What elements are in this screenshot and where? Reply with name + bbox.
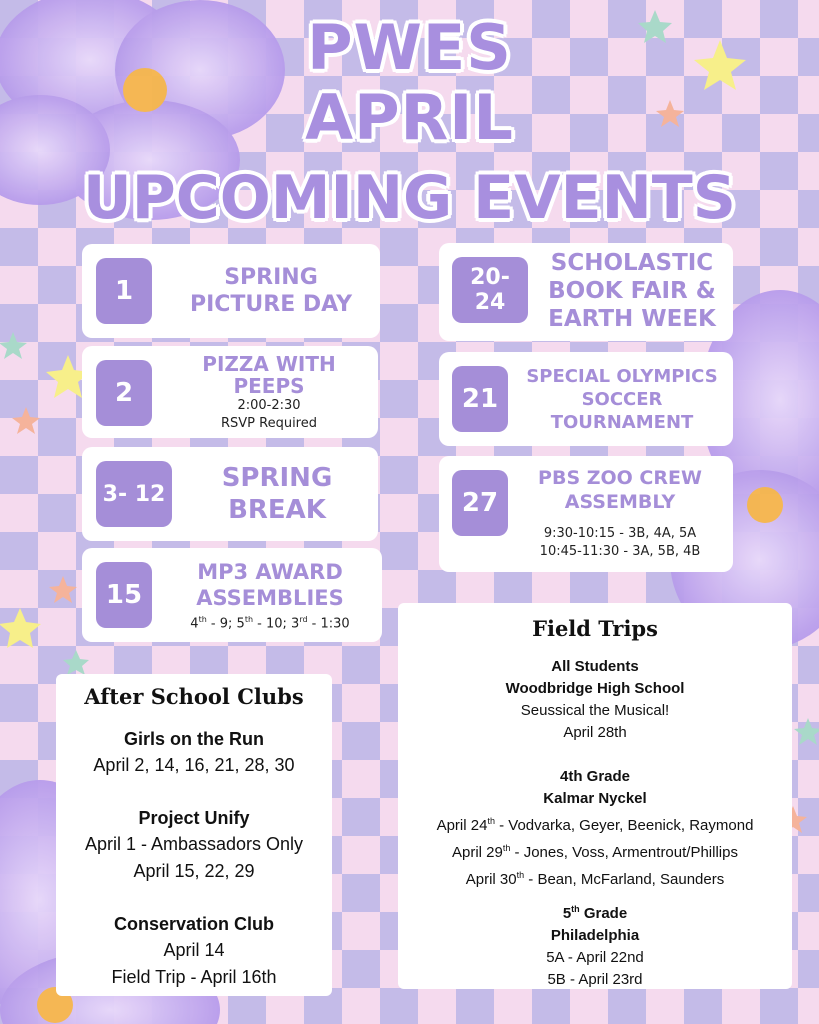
field-trip-5th-grade: 5th Grade Philadelphia 5A - April 22nd 5B - April 23rd xyxy=(546,904,644,988)
event-day-badge: 2 xyxy=(96,360,152,426)
field-trip-4th-grade: 4th Grade Kalmar Nyckel April 24th - Vodvarka, Geyer, Beenick, Raymond April 29th - Jones, Voss, Armentrout/Phillips April 30th - Bean, McFarland, Saunders xyxy=(398,766,792,891)
club-girls-on-the-run: Girls on the Run April 2, 14, 16, 21, 28, 30 xyxy=(93,729,295,775)
field-trips-heading: Field Trips xyxy=(532,616,658,641)
field-trip-all-students: All Students Woodbridge High School Seussical the Musical! April 28th xyxy=(505,658,685,741)
event-card-picture-day xyxy=(82,244,380,338)
event-day-badge: 3- 12 xyxy=(96,461,172,527)
event-card-book-fair xyxy=(439,243,733,341)
club-conservation: Conservation Club April 14 Field Trip - April 16th xyxy=(111,914,277,987)
after-school-clubs-panel xyxy=(56,674,332,996)
event-title: PIZZA WITH PEEPS 2:00-2:30 RSVP Required xyxy=(202,352,336,431)
event-day-badge: 1 xyxy=(96,258,152,324)
event-session-times: 9:30-10:15 - 3B, 4A, 5A 10:45-11:30 - 3A, 5B, 4B xyxy=(539,526,701,559)
event-title: SPECIAL OLYMPICS SOCCER TOURNAMENT xyxy=(526,365,718,433)
field-trips-panel xyxy=(398,603,792,989)
trip-date-line: April 24th - Vodvarka, Geyer, Beenick, Raymond xyxy=(436,816,754,834)
trip-date-line: April 30th - Bean, McFarland, Saunders xyxy=(465,870,725,888)
after-school-clubs-heading: After School Clubs xyxy=(84,684,304,709)
page-title-school: PWES xyxy=(307,11,512,84)
club-project-unify: Project Unify April 1 - Ambassadors Only April 15, 22, 29 xyxy=(84,808,304,881)
event-title: PBS ZOO CREW ASSEMBLY xyxy=(538,467,702,513)
event-card-spring-break xyxy=(82,447,378,541)
event-day-badge: 15 xyxy=(96,562,152,628)
event-day-badge: 21 xyxy=(452,366,508,432)
event-time: 2:00-2:30 xyxy=(237,398,301,413)
event-card-mp3-award-assemblies xyxy=(82,548,382,642)
event-card-pbs-zoo-crew xyxy=(439,456,733,572)
event-card-pizza-with-peeps xyxy=(82,346,378,438)
event-title: SCHOLASTIC BOOK FAIR & EARTH WEEK xyxy=(548,250,716,332)
event-card-special-olympics xyxy=(439,352,733,446)
event-day-badge: 27 xyxy=(452,470,508,536)
event-day-badge: 20- 24 xyxy=(452,257,528,323)
event-title: MP3 AWARD ASSEMBLIES 4th - 9; 5th - 10; 3rd - 1:30 xyxy=(190,559,350,632)
event-title: SPRING BREAK xyxy=(221,463,333,525)
event-rsvp-note: RSVP Required xyxy=(220,416,317,431)
event-title: SPRING PICTURE DAY xyxy=(189,265,353,317)
trip-date-line: April 29th - Jones, Voss, Armentrout/Phillips xyxy=(452,843,738,861)
event-assembly-times: 4th - 9; 5th - 10; 3rd - 1:30 xyxy=(190,614,350,632)
page-title-month: APRIL xyxy=(305,81,514,154)
page-title-upcoming-events: UPCOMING EVENTS xyxy=(83,163,736,233)
